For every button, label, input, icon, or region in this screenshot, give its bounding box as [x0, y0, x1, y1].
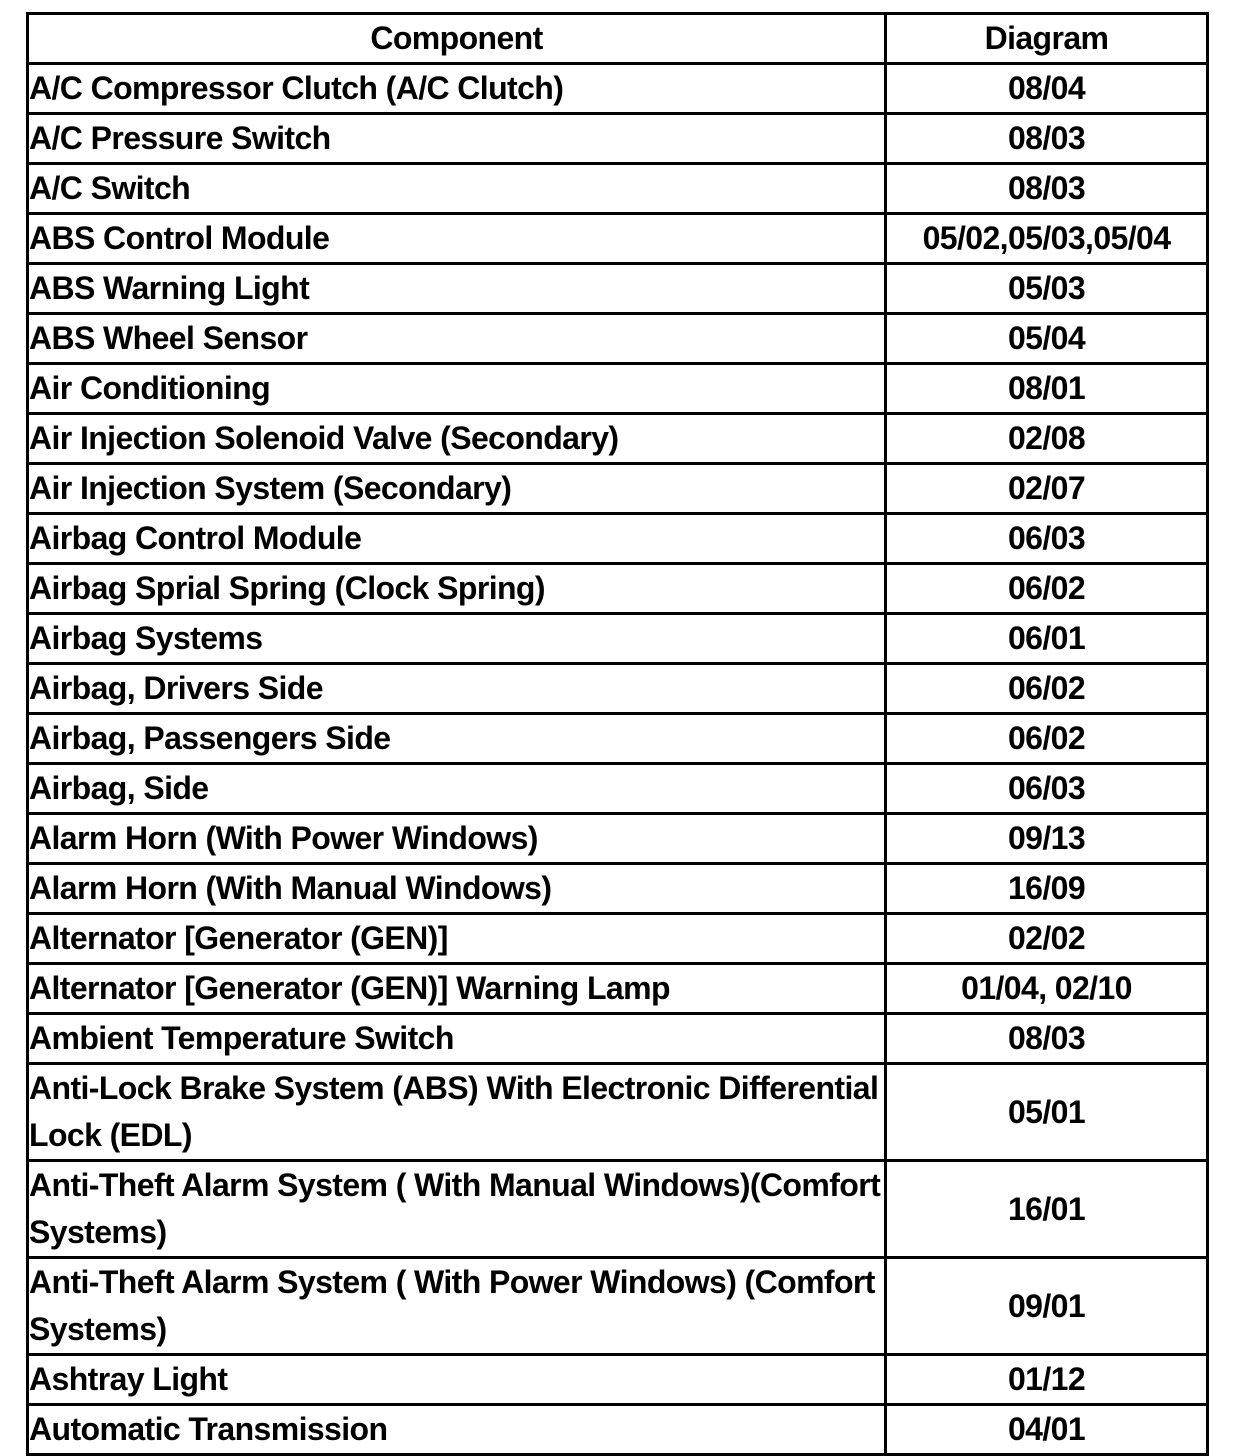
- table-row: [28, 1405, 1208, 1455]
- diagram-cell: 09/13: [886, 814, 1208, 864]
- table-row: [28, 1064, 1208, 1161]
- table-row: [28, 214, 1208, 264]
- table-row: [28, 1355, 1208, 1405]
- diagram-cell: 05/02,05/03,05/04: [886, 214, 1208, 264]
- diagram-cell: 01/04, 02/10: [886, 964, 1208, 1014]
- diagram-cell: 06/02: [886, 714, 1208, 764]
- component-index-page: [26, 12, 1206, 1456]
- table-row: [28, 664, 1208, 714]
- component-cell: A/C Pressure Switch: [28, 114, 886, 164]
- component-cell: Alternator [Generator (GEN)] Warning Lamp: [28, 964, 886, 1014]
- component-cell: Ambient Temperature Switch: [28, 1014, 886, 1064]
- table-row: [28, 914, 1208, 964]
- diagram-cell: 06/02: [886, 564, 1208, 614]
- diagram-cell: 05/03: [886, 264, 1208, 314]
- component-cell: Anti-Theft Alarm System ( With Manual Windows)(Comfort Systems): [28, 1161, 886, 1258]
- component-cell: Anti-Theft Alarm System ( With Power Windows) (Comfort Systems): [28, 1258, 886, 1355]
- table-row: [28, 314, 1208, 364]
- table-row: [28, 814, 1208, 864]
- table-row: [28, 464, 1208, 514]
- component-cell: Airbag, Side: [28, 764, 886, 814]
- diagram-cell: 02/08: [886, 414, 1208, 464]
- column-header-component: Component: [28, 14, 886, 64]
- table-body: [28, 64, 1208, 1455]
- diagram-cell: 08/03: [886, 1014, 1208, 1064]
- table-row: [28, 764, 1208, 814]
- table-row: [28, 614, 1208, 664]
- component-cell: A/C Compressor Clutch (A/C Clutch): [28, 64, 886, 114]
- component-cell: Airbag Sprial Spring (Clock Spring): [28, 564, 886, 614]
- component-cell: Alarm Horn (With Manual Windows): [28, 864, 886, 914]
- table-row: [28, 514, 1208, 564]
- diagram-cell: 06/03: [886, 764, 1208, 814]
- table-row: [28, 364, 1208, 414]
- table-row: [28, 414, 1208, 464]
- component-cell: Alarm Horn (With Power Windows): [28, 814, 886, 864]
- component-cell: A/C Switch: [28, 164, 886, 214]
- diagram-cell: 06/02: [886, 664, 1208, 714]
- diagram-cell: 09/01: [886, 1258, 1208, 1355]
- component-cell: Airbag, Passengers Side: [28, 714, 886, 764]
- diagram-cell: 06/01: [886, 614, 1208, 664]
- component-diagram-table: [26, 12, 1209, 1456]
- diagram-cell: 04/01: [886, 1405, 1208, 1455]
- component-cell: Air Injection Solenoid Valve (Secondary): [28, 414, 886, 464]
- component-cell: Anti-Lock Brake System (ABS) With Electronic Differential Lock (EDL): [28, 1064, 886, 1161]
- diagram-cell: 08/01: [886, 364, 1208, 414]
- component-cell: Ashtray Light: [28, 1355, 886, 1405]
- table-row: [28, 964, 1208, 1014]
- diagram-cell: 08/04: [886, 64, 1208, 114]
- diagram-cell: 02/02: [886, 914, 1208, 964]
- column-header-diagram: Diagram: [886, 14, 1208, 64]
- component-cell: ABS Wheel Sensor: [28, 314, 886, 364]
- diagram-cell: 01/12: [886, 1355, 1208, 1405]
- component-cell: Airbag Systems: [28, 614, 886, 664]
- diagram-cell: 05/01: [886, 1064, 1208, 1161]
- table-row: [28, 1161, 1208, 1258]
- table-row: [28, 1258, 1208, 1355]
- diagram-cell: 08/03: [886, 114, 1208, 164]
- diagram-cell: 16/09: [886, 864, 1208, 914]
- table-row: [28, 864, 1208, 914]
- table-row: [28, 714, 1208, 764]
- table-header-row: [28, 14, 1208, 64]
- component-cell: ABS Control Module: [28, 214, 886, 264]
- table-row: [28, 564, 1208, 614]
- component-cell: Air Injection System (Secondary): [28, 464, 886, 514]
- component-cell: Airbag, Drivers Side: [28, 664, 886, 714]
- diagram-cell: 05/04: [886, 314, 1208, 364]
- component-cell: Automatic Transmission: [28, 1405, 886, 1455]
- table-row: [28, 164, 1208, 214]
- diagram-cell: 06/03: [886, 514, 1208, 564]
- component-cell: Alternator [Generator (GEN)]: [28, 914, 886, 964]
- diagram-cell: 08/03: [886, 164, 1208, 214]
- diagram-cell: 02/07: [886, 464, 1208, 514]
- table-row: [28, 64, 1208, 114]
- component-cell: ABS Warning Light: [28, 264, 886, 314]
- component-cell: Air Conditioning: [28, 364, 886, 414]
- table-row: [28, 264, 1208, 314]
- diagram-cell: 16/01: [886, 1161, 1208, 1258]
- table-row: [28, 1014, 1208, 1064]
- component-cell: Airbag Control Module: [28, 514, 886, 564]
- table-row: [28, 114, 1208, 164]
